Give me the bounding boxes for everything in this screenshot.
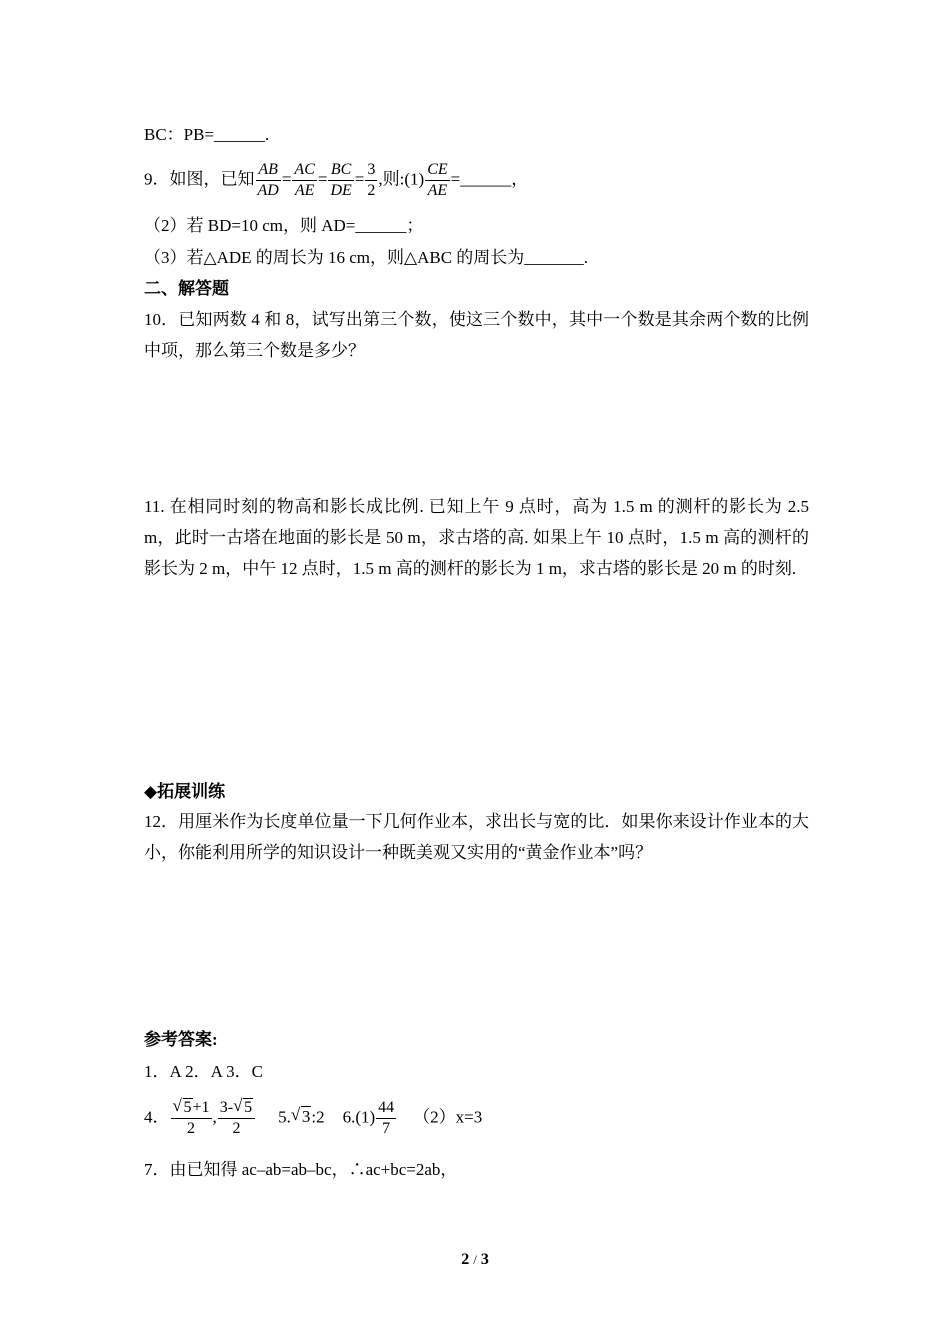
question-9: 9．如图，已知 $\frac{AB}{AD}$ = $\frac{AC}{AE}$ = $\frac{BC}{DE}$ = $\frac{3}{2}$ ,则:(1) $\frac{CE}{AE}$ =______，: [144, 161, 529, 199]
question-9-prefix: 9．如图，已知: [144, 169, 255, 189]
answers-4-6: 4． √ 5+1 2 , 3- √ 5 2 5. √ 3:2 6.(1) $\frac{44}{7}$ （2）x=3: [144, 1096, 483, 1137]
section-heading-solutions: 二、解答题: [144, 279, 229, 298]
question-9-part-2: （2）若 BD=10 cm，则 AD=______；: [144, 216, 424, 235]
fraction-bc-de: $\frac{BC}{DE}$: [330, 161, 352, 199]
question-8-tail: BC：PB=______.: [144, 125, 270, 144]
extension-heading: ◆拓展训练: [144, 782, 226, 801]
sqrt-5: √ 5: [172, 1096, 192, 1116]
fraction-ce-ae: $\frac{CE}{AE}$: [427, 161, 448, 199]
answers-1-3: 1．A 2．A 3．C: [144, 1062, 264, 1081]
sqrt-5: √ 5: [233, 1096, 253, 1116]
fraction-ac-ae: $\frac{AC}{AE}$: [294, 161, 315, 199]
fraction-3-minus-sqrt5-over-2: 3- √ 5 2: [218, 1098, 255, 1139]
question-9-part-3: （3）若△ADE 的周长为 16 cm，则△ABC 的周长为_______.: [144, 248, 589, 267]
fraction-sqrt5-plus-1-over-2: √ 5+1 2: [172, 1096, 210, 1137]
page-number: 2 / 3: [461, 1251, 489, 1268]
fraction-ab-ad: $\frac{AB}{AD}$: [257, 161, 279, 199]
fraction-44-7: $\frac{44}{7}$: [378, 1099, 395, 1137]
fraction-3-2: $\frac{3}{2}$: [367, 161, 376, 199]
answer-7: 7．由已知得 ac–ab=ab–bc，∴ac+bc=2ab，: [144, 1160, 458, 1179]
sqrt-3: √ 3: [290, 1105, 311, 1127]
answers-heading: 参考答案:: [144, 1030, 218, 1049]
question-11: 11. 在相同时刻的物高和影长成比例. 已知上午 9 点时，高为 1.5 m 的测杆的影长为 2.5 m，此时一古塔在地面的影长是 50 m，求古塔的高. 如果上午 10 点时，1.5 m 高的测杆的影长为 2 m，中午 12 点时，1.5 m 高的测杆的影长为 1 m，求古塔的影长是 20 m 的时刻.: [144, 497, 809, 578]
question-10: 10．已知两数 4 和 8，试写出第三个数，使这三个数中，其中一个数是其余两个数的比例中项，那么第三个数是多少？: [144, 310, 809, 360]
question-12: 12．用厘米作为长度单位量一下几何作业本，求出长与宽的比．如果你来设计作业本的大小，你能利用所学的知识设计一种既美观又实用的“黄金作业本”吗？: [144, 812, 809, 862]
